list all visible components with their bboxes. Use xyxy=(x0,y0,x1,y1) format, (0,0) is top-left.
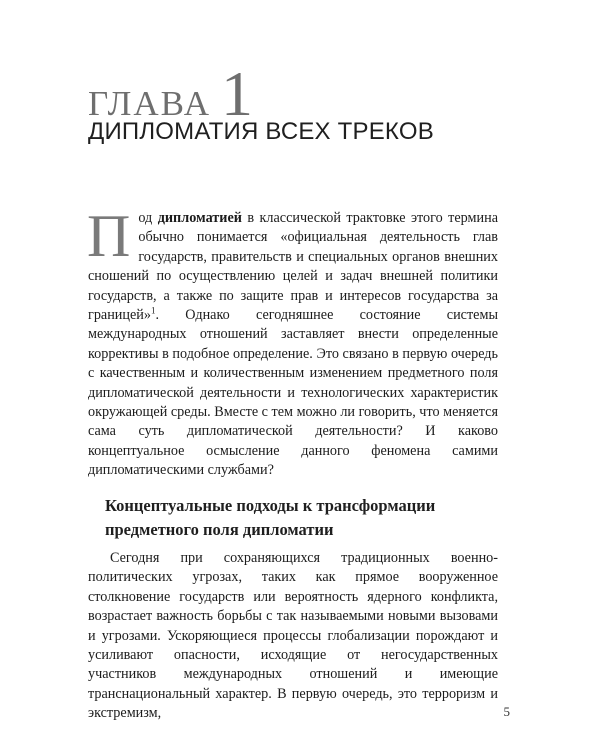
section-paragraph: Сегодня при сохраняющихся традиционных военно-политических угрозах, таких как прямое вооруженное столкновение государств или вероятность ядерного конфликта, возрастает важность борьбы с так называемыми новыми вызовами и угрозами. Ускоряющиеся процессы глобализации порождают и усиливают опасности, исходящие от негосударственных участников международных отношений и имеющие транснациональный характер. В первую очередь, это терроризм и экстремизм, xyxy=(88,550,498,722)
drop-cap: П xyxy=(87,203,131,269)
page-number: 5 xyxy=(503,704,510,719)
section-body xyxy=(88,549,498,724)
section-heading: Концептуальные подходы к трансформации предметного поля дипломатии xyxy=(105,496,436,539)
intro-lead: од xyxy=(138,210,158,226)
chapter-number: 1 xyxy=(221,58,254,129)
chapter-label xyxy=(88,58,254,129)
chapter-title: ДИПЛОМАТИЯ ВСЕХ ТРЕКОВ xyxy=(88,118,434,145)
intro-paragraph xyxy=(87,203,498,481)
chapter-word: ГЛАВА xyxy=(88,84,212,123)
footnote-marker[interactable]: 1 xyxy=(150,305,156,316)
intro-text-part1: в классической трактовке этого термина обычно понимается «официальная деятельность глав государств, правительств и специальных органов внешних сношений по осуществлению целей и задач внешней политики государств, а также по защите прав и интересов государства за границей» xyxy=(88,210,498,324)
intro-text-part2: . Однако сегодняшнее состояние системы международных отношений заставляет внести определенные коррективы в подобное определение. Это связано в первую очередь с качественным и количественным изменением предметного поля дипломатической деятельности и технологических характеристик окружающей среды. Вместе с тем можно ли говорить, что меняется сама суть дипломатической деятельности? И каково концептуальное осмысление данного феномена самими дипломатическими службами? xyxy=(88,307,498,479)
intro-term: дипломатией xyxy=(157,210,242,226)
intro-text xyxy=(87,203,498,481)
